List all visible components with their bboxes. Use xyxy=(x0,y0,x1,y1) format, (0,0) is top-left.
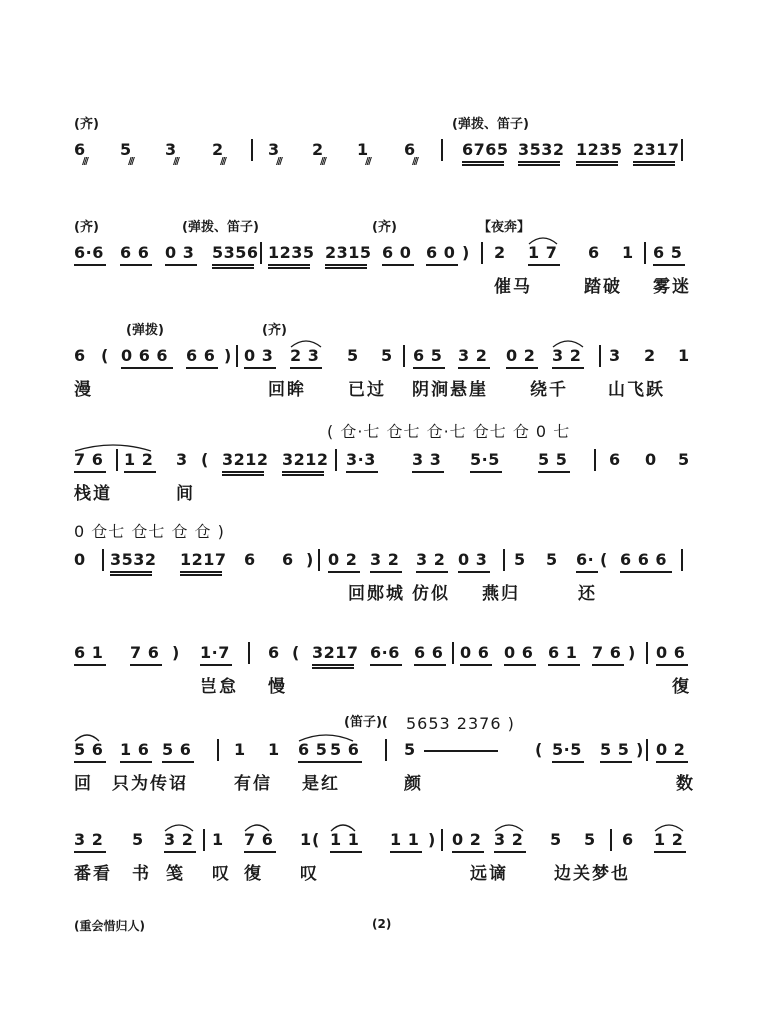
note-group: 6· xyxy=(576,550,595,569)
sustain-dash xyxy=(424,750,498,752)
beam-line xyxy=(312,664,354,666)
bar-line xyxy=(681,549,683,571)
slur-mark xyxy=(330,822,356,832)
note-group: 5356 xyxy=(212,243,259,262)
beam-line xyxy=(74,471,106,473)
tremolo-mark: /// xyxy=(173,156,178,167)
note-group: 6 0 xyxy=(426,243,456,262)
bar-line xyxy=(594,449,596,471)
beam-line xyxy=(633,164,675,166)
lyric-text: 回眸 xyxy=(268,380,306,400)
bar-line xyxy=(385,739,387,761)
note-group: 0 6 xyxy=(504,643,534,662)
note-group: ) xyxy=(462,243,470,262)
note-group: 6 5 xyxy=(413,346,443,365)
bar-line xyxy=(610,829,612,851)
note-group: ) xyxy=(172,643,180,662)
beam-line xyxy=(576,164,618,166)
instrument-annotation: (齐) xyxy=(372,220,397,235)
note-group: ) xyxy=(636,740,644,759)
lyric-text: 已过 xyxy=(348,380,386,400)
beam-line xyxy=(110,574,152,576)
note-group: 6 5 xyxy=(653,243,683,262)
beam-line xyxy=(282,474,324,476)
note-group: 6·6 xyxy=(74,243,104,262)
tremolo-mark: /// xyxy=(220,156,225,167)
beam-line xyxy=(416,571,448,573)
beam-line xyxy=(462,164,504,166)
beam-line xyxy=(325,264,367,266)
note-group: 6 xyxy=(622,830,634,849)
note-group: ( xyxy=(101,346,109,365)
note-group: 3 2 xyxy=(494,830,524,849)
beam-line xyxy=(268,264,310,266)
bar-line xyxy=(335,449,337,471)
instrument-annotation: (齐) xyxy=(262,323,287,338)
bar-line xyxy=(441,139,443,161)
note-group: 2 3 xyxy=(290,346,320,365)
note-group: 7 6 xyxy=(244,830,274,849)
note-group: 0 xyxy=(74,550,86,569)
note-group: 6 xyxy=(282,550,294,569)
beam-line xyxy=(620,571,672,573)
note-group: 3 2 xyxy=(164,830,194,849)
note-group: 1235 xyxy=(268,243,315,262)
note-group: 7 6 xyxy=(592,643,622,662)
beam-line xyxy=(244,367,276,369)
beam-line xyxy=(458,571,490,573)
note-group: 1217 xyxy=(180,550,227,569)
note-group: 2 xyxy=(212,140,224,159)
lyric-text: 数 xyxy=(676,774,695,794)
bar-line xyxy=(251,139,253,161)
percussion-line: ( 仓·七 仓七 仓·七 仓七 仓 0 七 xyxy=(327,422,571,441)
note-group: ( xyxy=(312,830,320,849)
bar-line xyxy=(452,642,454,664)
beam-line xyxy=(552,761,584,763)
note-group: 6 1 xyxy=(548,643,578,662)
beam-line xyxy=(462,161,504,163)
note-group: 5 xyxy=(381,346,393,365)
beam-line xyxy=(186,367,218,369)
beam-line xyxy=(528,264,560,266)
note-group: 5 6 xyxy=(162,740,192,759)
beam-line xyxy=(518,164,560,166)
lyric-text: 颜 xyxy=(404,774,423,794)
lyric-text: 回 xyxy=(74,774,93,794)
lyric-text: 远谪 xyxy=(470,864,508,884)
note-group: 3 2 xyxy=(370,550,400,569)
note-group: 0 3 xyxy=(458,550,488,569)
lyric-text: 阴涧悬崖 xyxy=(412,380,488,400)
note-group: 7 6 xyxy=(74,450,104,469)
note-group: 3 xyxy=(176,450,188,469)
note-group: 2 xyxy=(494,243,506,262)
beam-line xyxy=(162,761,194,763)
note-group: 3 2 xyxy=(416,550,446,569)
tremolo-mark: /// xyxy=(320,156,325,167)
percussion-line: 5653 2376 ) xyxy=(406,714,515,733)
lyric-text: 只为传诏 xyxy=(112,774,188,794)
beam-line xyxy=(518,161,560,163)
lyric-text: 边关梦也 xyxy=(554,864,630,884)
beam-line xyxy=(538,471,570,473)
note-group: 0 2 xyxy=(328,550,358,569)
note-group: 5 6 xyxy=(74,740,104,759)
bar-line xyxy=(116,449,118,471)
bar-line xyxy=(318,549,320,571)
note-group: 6 6 xyxy=(414,643,444,662)
tremolo-mark: /// xyxy=(128,156,133,167)
beam-line xyxy=(413,367,445,369)
bar-line xyxy=(403,345,405,367)
lyric-text: 漫 xyxy=(74,380,93,400)
note-group: 5 xyxy=(514,550,526,569)
beam-line xyxy=(552,367,584,369)
note-group: 6 xyxy=(609,450,621,469)
note-group: 0 2 xyxy=(656,740,686,759)
note-group: 6 xyxy=(268,643,280,662)
note-group: 1 xyxy=(622,243,634,262)
note-group: 5 xyxy=(120,140,132,159)
lyric-text: 回郧城 xyxy=(348,584,405,604)
note-group: 0 3 xyxy=(244,346,274,365)
bar-line xyxy=(681,139,683,161)
note-group: ( xyxy=(292,643,300,662)
slur-mark xyxy=(298,732,354,742)
beam-line xyxy=(656,761,688,763)
instrument-annotation: (弹拨、笛子) xyxy=(452,117,529,132)
tremolo-mark: /// xyxy=(365,156,370,167)
note-group: 6765 xyxy=(462,140,509,159)
lyric-text: 栈道 xyxy=(74,484,112,504)
beam-line xyxy=(212,267,254,269)
note-group: 3 2 xyxy=(74,830,104,849)
note-group: ) xyxy=(628,643,636,662)
note-group: 1 1 xyxy=(330,830,360,849)
lyric-text: 叹 xyxy=(300,864,319,884)
note-group: 3 xyxy=(609,346,621,365)
slur-mark xyxy=(654,822,684,832)
beam-line xyxy=(452,851,484,853)
beam-line xyxy=(592,664,624,666)
note-group: 0 2 xyxy=(452,830,482,849)
beam-line xyxy=(222,474,264,476)
lyric-text: 仿似 xyxy=(412,584,450,604)
note-group: 3 xyxy=(268,140,280,159)
beam-line xyxy=(426,264,458,266)
beam-line xyxy=(74,761,106,763)
lyric-text: 岂怠 xyxy=(200,677,238,697)
note-group: 6 xyxy=(74,140,86,159)
note-group: 0 6 6 xyxy=(121,346,169,365)
note-group: 2317 xyxy=(633,140,680,159)
note-group: 6 xyxy=(404,140,416,159)
beam-line xyxy=(120,761,152,763)
beam-line xyxy=(330,761,362,763)
slur-mark xyxy=(494,822,524,832)
note-group: 0 6 xyxy=(656,643,686,662)
beam-line xyxy=(654,851,686,853)
note-group: 3212 xyxy=(282,450,329,469)
lyric-text: 番看 xyxy=(74,864,112,884)
beam-line xyxy=(130,664,162,666)
note-group: ( xyxy=(535,740,543,759)
note-group: 5 xyxy=(546,550,558,569)
lyric-text: 还 xyxy=(578,584,597,604)
beam-line xyxy=(576,161,618,163)
note-group: 5 xyxy=(347,346,359,365)
lyric-text: 是红 xyxy=(302,774,340,794)
bar-line xyxy=(236,345,238,367)
beam-line xyxy=(200,664,232,666)
bar-line xyxy=(481,242,483,264)
note-group: 5 5 xyxy=(600,740,630,759)
note-group: 0 3 xyxy=(165,243,195,262)
beam-line xyxy=(121,367,173,369)
bar-line xyxy=(102,549,104,571)
note-group: 3217 xyxy=(312,643,359,662)
note-group: 0 2 xyxy=(506,346,536,365)
beam-line xyxy=(382,264,414,266)
instrument-annotation: (齐) xyxy=(74,117,99,132)
lyric-text: 有信 xyxy=(234,774,272,794)
note-group: 2 xyxy=(312,140,324,159)
lyric-text: 绕千 xyxy=(530,380,568,400)
beam-line xyxy=(370,571,402,573)
note-group: 1 xyxy=(234,740,246,759)
beam-line xyxy=(328,571,360,573)
beam-line xyxy=(460,664,492,666)
beam-line xyxy=(576,571,598,573)
beam-line xyxy=(346,471,378,473)
beam-line xyxy=(494,851,526,853)
slur-mark xyxy=(74,732,100,742)
bar-line xyxy=(217,739,219,761)
note-group: 1 2 xyxy=(654,830,684,849)
slur-mark xyxy=(244,822,270,832)
note-group: 1 6 xyxy=(120,740,150,759)
beam-line xyxy=(656,664,688,666)
note-group: ) xyxy=(428,830,436,849)
beam-line xyxy=(504,664,536,666)
beam-line xyxy=(633,161,675,163)
note-group: 6 6 xyxy=(186,346,216,365)
beam-line xyxy=(180,574,222,576)
bar-line xyxy=(599,345,601,367)
note-group: 5 xyxy=(678,450,690,469)
bar-line xyxy=(646,739,648,761)
instrument-annotation: (弹拨、笛子) xyxy=(182,220,259,235)
lyric-text: 间 xyxy=(176,484,195,504)
note-group: 6 6 xyxy=(120,243,150,262)
note-group: 6 0 xyxy=(382,243,412,262)
note-group: 1235 xyxy=(576,140,623,159)
beam-line xyxy=(370,664,402,666)
beam-line xyxy=(470,471,502,473)
note-group: 3 xyxy=(165,140,177,159)
slur-mark xyxy=(552,338,584,348)
beam-line xyxy=(600,761,632,763)
beam-line xyxy=(290,367,322,369)
percussion-line: 0 仓七 仓七 仓 仓 ) xyxy=(74,522,225,541)
note-group: 3532 xyxy=(518,140,565,159)
beam-line xyxy=(325,267,367,269)
note-group: 6 5 xyxy=(298,740,328,759)
beam-line xyxy=(212,264,254,266)
lyric-text: 书 xyxy=(132,864,151,884)
instrument-annotation: (弹拨) xyxy=(126,323,164,338)
bar-line xyxy=(260,242,262,264)
beam-line xyxy=(653,264,685,266)
beam-line xyxy=(120,264,152,266)
beam-line xyxy=(548,664,580,666)
note-group: ( xyxy=(600,550,608,569)
note-group: 5 6 xyxy=(330,740,360,759)
note-group: 3532 xyxy=(110,550,157,569)
note-group: 6 1 xyxy=(74,643,104,662)
note-group: 5 xyxy=(404,740,416,759)
note-group: ) xyxy=(224,346,232,365)
note-group: 1 xyxy=(268,740,280,759)
note-group: 5·5 xyxy=(470,450,500,469)
lyric-text: 復 xyxy=(244,864,263,884)
beam-line xyxy=(74,851,106,853)
beam-line xyxy=(164,851,196,853)
note-group: 5 xyxy=(132,830,144,849)
note-group: 1 7 xyxy=(528,243,558,262)
slur-mark xyxy=(290,338,322,348)
bar-line xyxy=(503,549,505,571)
note-group: 0 6 xyxy=(460,643,490,662)
beam-line xyxy=(268,267,310,269)
note-group: 1 xyxy=(678,346,690,365)
lyric-text: 笺 xyxy=(166,864,185,884)
beam-line xyxy=(222,471,264,473)
page-number: (2) xyxy=(372,917,392,931)
note-group: 1 xyxy=(212,830,224,849)
piece-title-footer: (重会惜归人) xyxy=(74,919,145,933)
beam-line xyxy=(165,264,197,266)
instrument-annotation: (笛子)( xyxy=(344,715,388,730)
note-group: 7 6 xyxy=(130,643,160,662)
note-group: 2315 xyxy=(325,243,372,262)
lyric-text: 山飞跃 xyxy=(608,380,665,400)
lyric-text: 復 xyxy=(672,677,691,697)
note-group: 5 xyxy=(584,830,596,849)
lyric-text: 慢 xyxy=(268,677,287,697)
tremolo-mark: /// xyxy=(276,156,281,167)
beam-line xyxy=(458,367,490,369)
slur-mark xyxy=(164,822,194,832)
beam-line xyxy=(330,851,362,853)
note-group: ) xyxy=(306,550,314,569)
beam-line xyxy=(74,664,106,666)
lyric-text: 燕归 xyxy=(482,584,520,604)
note-group: 1 xyxy=(357,140,369,159)
bar-line xyxy=(248,642,250,664)
note-group: 6·6 xyxy=(370,643,400,662)
beam-line xyxy=(124,471,156,473)
note-group: 6 xyxy=(244,550,256,569)
note-group: 6 xyxy=(74,346,86,365)
tremolo-mark: /// xyxy=(412,156,417,167)
note-group: 1 1 xyxy=(390,830,420,849)
note-group: 2 xyxy=(644,346,656,365)
bar-line xyxy=(441,829,443,851)
beam-line xyxy=(110,571,152,573)
note-group: 1·7 xyxy=(200,643,230,662)
lyric-text: 催马 xyxy=(494,277,532,297)
lyric-text: 雾迷 xyxy=(653,277,691,297)
beam-line xyxy=(412,471,444,473)
beam-line xyxy=(298,761,330,763)
beam-line xyxy=(180,571,222,573)
beam-line xyxy=(312,667,354,669)
note-group: 6 xyxy=(588,243,600,262)
slur-mark xyxy=(74,442,152,452)
bar-line xyxy=(203,829,205,851)
beam-line xyxy=(244,851,276,853)
beam-line xyxy=(282,471,324,473)
beam-line xyxy=(390,851,422,853)
lyric-text: 叹 xyxy=(212,864,231,884)
beam-line xyxy=(414,664,446,666)
note-group: 3 3 xyxy=(412,450,442,469)
note-group: 6 6 6 xyxy=(620,550,668,569)
note-group: 1 2 xyxy=(124,450,154,469)
instrument-annotation: (齐) xyxy=(74,220,99,235)
tremolo-mark: /// xyxy=(82,156,87,167)
note-group: 5·5 xyxy=(552,740,582,759)
lyric-text: 踏破 xyxy=(584,277,622,297)
slur-mark xyxy=(528,235,558,245)
bar-line xyxy=(646,642,648,664)
note-group: 3212 xyxy=(222,450,269,469)
note-group: 3·3 xyxy=(346,450,376,469)
note-group: 0 xyxy=(645,450,657,469)
note-group: ( xyxy=(201,450,209,469)
bar-line xyxy=(644,242,646,264)
beam-line xyxy=(74,264,106,266)
note-group: 3 2 xyxy=(458,346,488,365)
note-group: 5 xyxy=(550,830,562,849)
note-group: 1 xyxy=(300,830,312,849)
beam-line xyxy=(506,367,538,369)
instrument-annotation: 【夜奔】 xyxy=(478,220,531,235)
note-group: 5 5 xyxy=(538,450,568,469)
note-group: 3 2 xyxy=(552,346,582,365)
